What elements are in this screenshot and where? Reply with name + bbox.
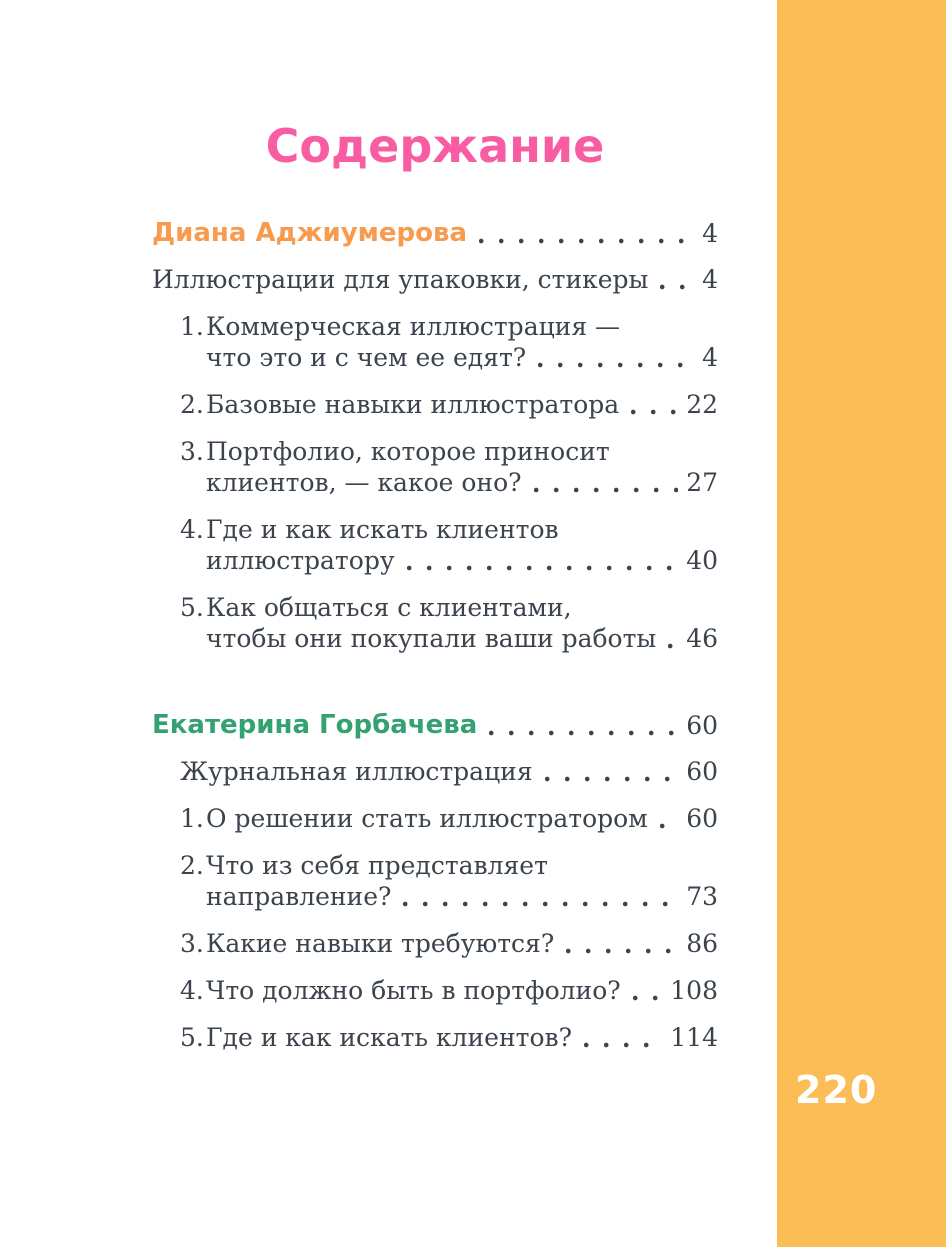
entry-text: иллюстратору <box>206 546 395 575</box>
entry-number: 4. <box>180 515 204 544</box>
page-number: 27 <box>686 468 718 497</box>
entry-line <box>206 850 718 881</box>
table-of-contents <box>152 0 718 1069</box>
entry-line <box>206 467 718 498</box>
entry-line <box>206 342 718 373</box>
toc-entry <box>152 264 718 295</box>
entry-line <box>206 975 718 1006</box>
dot-leader <box>403 900 678 908</box>
toc-entry <box>152 436 718 498</box>
page-number: 4 <box>702 265 718 294</box>
entry-line <box>206 928 718 959</box>
dot-leader <box>407 564 679 572</box>
entry-text: Коммерческая иллюстрация — <box>206 312 621 341</box>
toc-entry <box>152 311 718 373</box>
entry-text: Где и как искать клиентов? <box>206 1023 572 1052</box>
entry-number: 4. <box>180 976 204 1005</box>
page-number: 114 <box>670 1023 718 1052</box>
dot-leader <box>489 729 678 737</box>
dot-leader <box>545 775 679 783</box>
toc-entry <box>152 975 718 1006</box>
entry-number: 3. <box>180 929 204 958</box>
entry-text: Что из себя представляет <box>206 851 548 880</box>
dot-leader <box>566 947 678 955</box>
entry-line <box>152 264 718 295</box>
entry-text: Базовые навыки иллюстратора <box>206 390 620 419</box>
entry-text: Где и как искать клиентов <box>206 515 559 544</box>
page-number: 73 <box>686 882 718 911</box>
toc-author-row <box>152 218 718 249</box>
toc-entry <box>152 1022 718 1053</box>
entry-line <box>206 545 718 576</box>
entry-text: направление? <box>206 882 392 911</box>
entry-line <box>180 756 718 787</box>
entry-line <box>206 1022 718 1053</box>
dot-leader <box>479 237 694 245</box>
entry-text: клиентов, — какое оно? <box>206 468 522 497</box>
dot-leader <box>584 1041 662 1049</box>
page-number: 86 <box>686 929 718 958</box>
entry-text: Журнальная иллюстрация <box>180 757 533 786</box>
entry-number: 3. <box>180 437 204 466</box>
entry-number: 5. <box>180 593 204 622</box>
entry-line <box>206 311 718 342</box>
page-number: 4 <box>702 343 718 372</box>
toc-section <box>152 218 718 654</box>
page-edge-band <box>777 0 946 1247</box>
entry-line <box>206 881 718 912</box>
toc-entry <box>152 850 718 912</box>
entry-line <box>206 514 718 545</box>
toc-entry <box>152 803 718 834</box>
author-name: Екатерина Горбачева <box>152 710 478 740</box>
dot-leader <box>538 361 694 369</box>
page-number: 22 <box>686 390 718 419</box>
toc-entry <box>152 514 718 576</box>
toc-author-row <box>152 710 718 741</box>
entry-line <box>206 389 718 420</box>
entry-line <box>206 436 718 467</box>
page-number: 4 <box>702 219 718 248</box>
page-number: 46 <box>686 624 718 653</box>
entry-number: 1. <box>180 312 204 341</box>
page-number: 60 <box>686 711 718 740</box>
author-name: Диана Аджиумерова <box>152 218 467 248</box>
entry-text: Как общаться с клиентами, <box>206 593 572 622</box>
dot-leader <box>660 822 679 830</box>
toc-entry <box>152 389 718 420</box>
entry-number: 5. <box>180 1023 204 1052</box>
entry-text: чтобы они покупали ваши работы <box>206 624 657 653</box>
page-number: 108 <box>670 976 718 1005</box>
entry-text: Какие навыки требуются? <box>206 929 555 958</box>
entry-text: Иллюстрации для упаковки, стикеры <box>152 265 649 294</box>
entry-number: 2. <box>180 390 204 419</box>
entry-text: Портфолио, которое приносит <box>206 437 610 466</box>
toc-entry <box>152 928 718 959</box>
page-title: Содержание <box>265 119 605 173</box>
toc-section <box>152 710 718 1053</box>
page-number: 60 <box>686 804 718 833</box>
dot-leader <box>631 408 678 416</box>
entry-number: 2. <box>180 851 204 880</box>
folio-page-number: 220 <box>795 1068 878 1112</box>
toc-entry <box>152 756 718 787</box>
entry-text: Что должно быть в портфолио? <box>206 976 621 1005</box>
entry-line <box>206 803 718 834</box>
toc-sections <box>152 218 718 1053</box>
entry-line <box>206 592 718 623</box>
toc-entry <box>152 592 718 654</box>
page-number: 40 <box>686 546 718 575</box>
entry-line <box>206 623 718 654</box>
dot-leader <box>668 642 678 650</box>
dot-leader <box>633 994 663 1002</box>
entry-text: О решении стать иллюстратором <box>206 804 648 833</box>
entry-text: что это и с чем ее едят? <box>206 343 527 372</box>
dot-leader <box>660 283 694 291</box>
dot-leader <box>534 486 679 494</box>
page-number: 60 <box>686 757 718 786</box>
entry-number: 1. <box>180 804 204 833</box>
